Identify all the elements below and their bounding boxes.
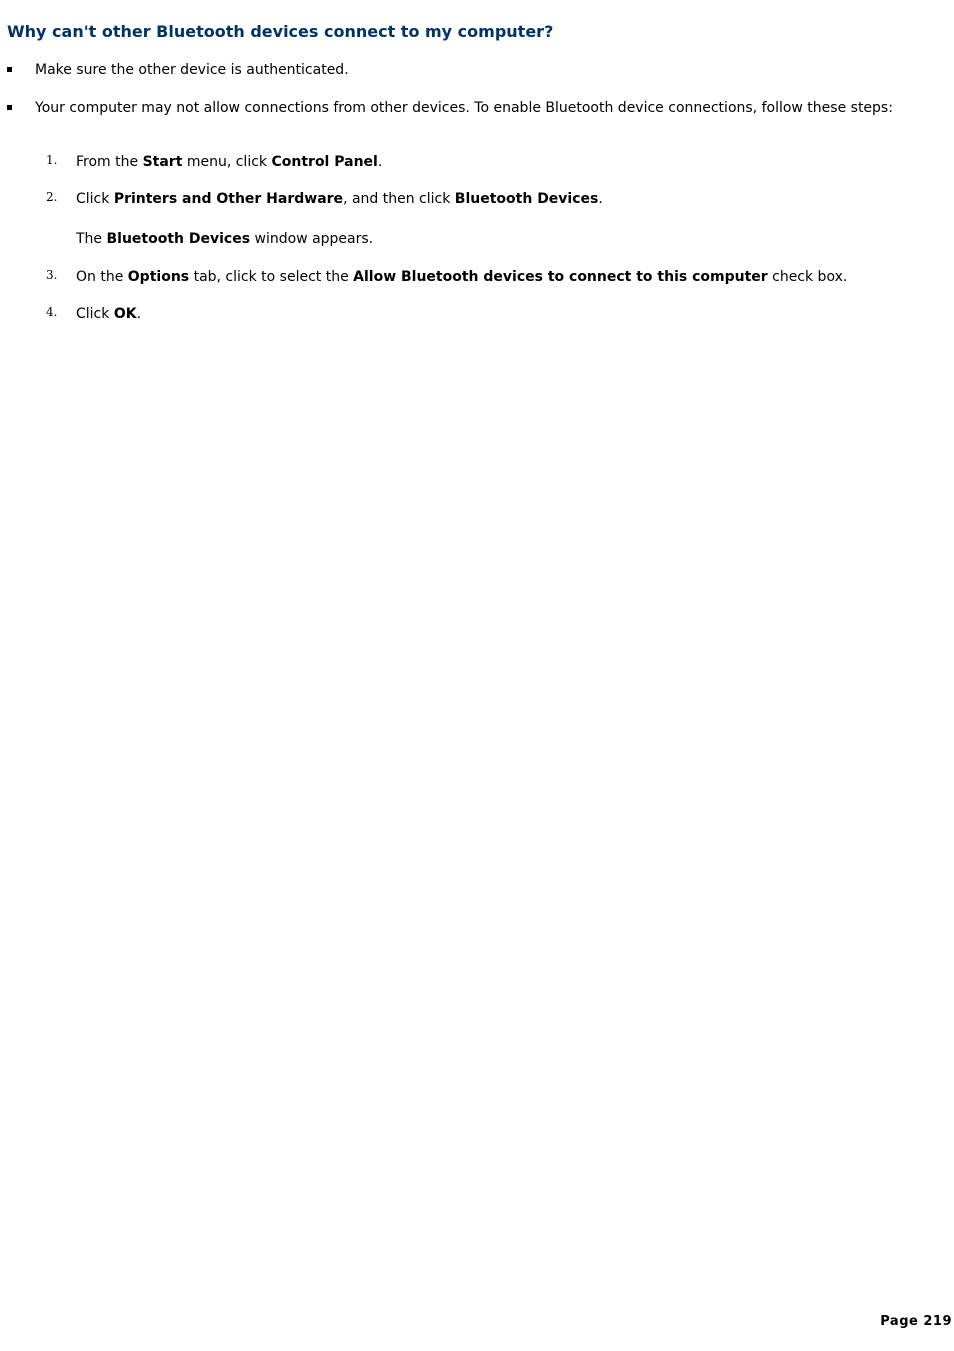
step-text: On the Options tab, click to select the Allow Bluetooth devices to connect to this computer check box.	[76, 269, 848, 285]
step-number: 4.	[46, 305, 58, 319]
bullet-text: Make sure the other device is authenticated.	[35, 62, 349, 78]
step-number: 1.	[46, 153, 58, 167]
bullet-text: Your computer may not allow connections from other devices. To enable Bluetooth device connections, follow these steps:	[35, 100, 893, 116]
step-item	[46, 268, 926, 286]
step-item	[46, 153, 926, 171]
step-item	[46, 190, 926, 208]
bullet-square-icon	[7, 105, 12, 110]
step-text: Click OK.	[76, 306, 142, 322]
page-heading: Why can't other Bluetooth devices connect to my computer?	[7, 22, 554, 41]
list-item	[7, 61, 927, 79]
step-number: 2.	[46, 190, 58, 204]
step-number: 3.	[46, 268, 58, 282]
step-text: From the Start menu, click Control Panel.	[76, 154, 383, 170]
page-number: Page 219	[880, 1314, 952, 1329]
step-item	[46, 305, 926, 323]
step-text: Click Printers and Other Hardware, and then click Bluetooth Devices.	[76, 191, 603, 207]
step-note: The Bluetooth Devices window appears.	[76, 231, 374, 247]
list-item	[7, 99, 927, 117]
bullet-square-icon	[7, 67, 12, 72]
